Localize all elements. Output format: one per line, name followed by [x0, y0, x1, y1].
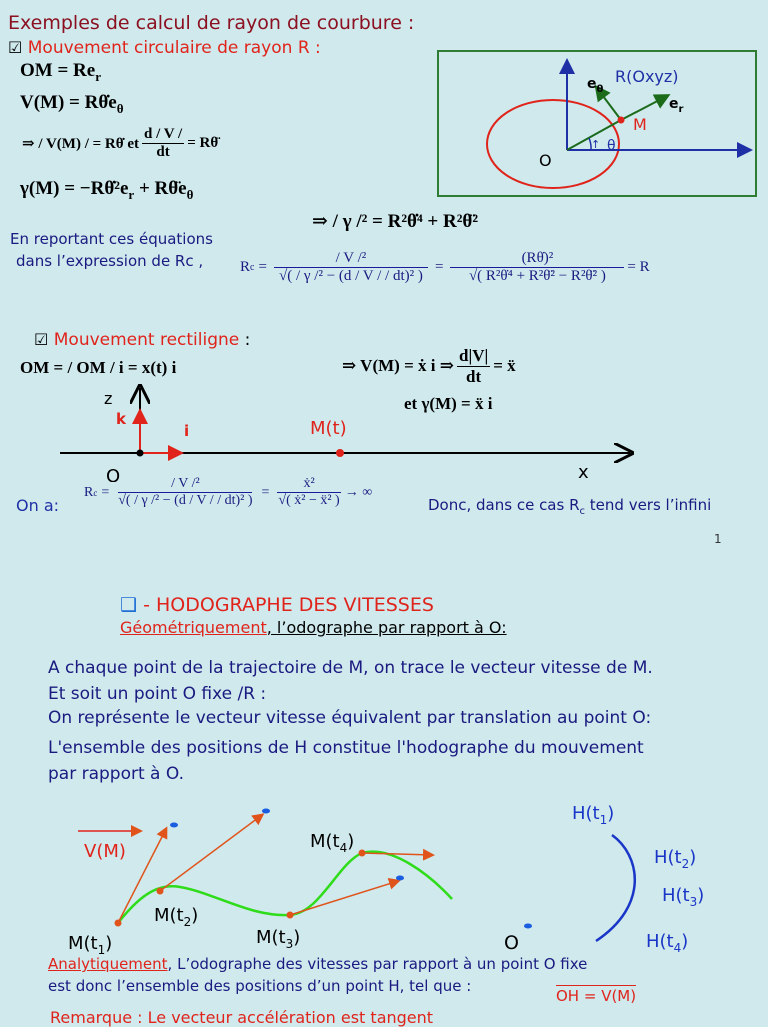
- svg-text:H(t2): $H(t_2)$: [654, 847, 697, 871]
- equation-v-rect: ⇒ V(M) = ẋ i ⇒ $\frac{d|V|}{dt}$ = ẍ: [342, 346, 516, 386]
- rectilinear-diagram: [0, 382, 768, 482]
- equation-gamma-squared: ⇒ / γ /² = R²θ̇⁴ + R²θ̈²: [312, 211, 479, 232]
- svg-text:z: z: [104, 389, 113, 408]
- rc-formula-circular: R c = $\frac{\text{/ V /²}}{\text{√( / γ /² − (d / V / / dt)² )}}$ = $\frac{\text{(Rθ̇)²}}{\text{√( R²θ̇⁴ + R²θ̈² − R²θ̈² )}}$ = R: [240, 250, 650, 285]
- paragraph-1: A chaque point de la trajectoire de M, on trace le vecteur vitesse de M.: [48, 658, 653, 678]
- bullet-icon: ❑: [120, 594, 138, 616]
- donc-text: Donc, dans ce cas $R_c$ tend vers l’infini: [428, 496, 712, 517]
- checkbox-icon: ☑: [8, 38, 23, 57]
- equation-velocity: $V(M) = R\thetȧe_\theta$: [20, 92, 124, 116]
- svg-text:M(t): M(t): [310, 418, 347, 439]
- svg-text:er: $e_r$: [669, 96, 684, 115]
- svg-text:i: i: [184, 422, 190, 440]
- section-circular-label: Mouvement circulaire de rayon R :: [27, 38, 321, 58]
- svg-text:H(t4): $H(t_4)$: [646, 931, 689, 955]
- equation-acceleration: $\gamma(M) = -R\thetȧ^2e_r$ + $R\thetäe_\theta$: [20, 178, 194, 202]
- paragraph-2: Et soit un point O fixe /R :: [48, 684, 267, 704]
- svg-text:O: O: [504, 932, 519, 954]
- paragraph-4a: L'ensemble des positions de H constitue l'hodographe du mouvement: [48, 738, 644, 758]
- equation-om-rect: OM = / OM / i = x(t) i: [20, 358, 177, 377]
- hodograph-curve: [596, 835, 635, 941]
- frame-label: R(Oxyz): [615, 67, 679, 86]
- section-rectilinear-header: ☑ Mouvement rectiligne :: [34, 330, 251, 350]
- label-m: M: [633, 115, 647, 134]
- page-number: 1: [714, 532, 722, 546]
- paragraph-4b: par rapport à O.: [48, 764, 184, 784]
- geometric-subtitle: Géométriquement, l’odographe par rapport à O:: [120, 618, 507, 637]
- circular-motion-diagram: [437, 50, 757, 197]
- section-circular-header: [8, 38, 321, 58]
- svg-text:M(t2): $M(t_2)$: [154, 905, 199, 929]
- hodograph-diagram: [0, 795, 768, 960]
- equation-gamma-rect: et γ(M) = ẍ i: [404, 394, 493, 413]
- equation-om: OM = $Re_r$: [20, 60, 101, 84]
- paragraph-3: On représente le vecteur vitesse équivalent par translation au point O:: [48, 708, 652, 728]
- label-o: O: [539, 151, 552, 170]
- rc-formula-rect: R c = $\frac{\text{/ V /²}}{\text{√( / γ /² − (d / V / / dt)² )}}$ = $\frac{\text{ẋ²}}{\text{√( ẋ² − ẍ² )}}$ → ∞: [84, 476, 373, 509]
- equation-speed: ⇒ / V(M) / = Rθ̇ et $\frac{d / V /}{dt}$ = Rθ̈: [22, 126, 219, 161]
- svg-text:H(t3): $H(t_3)$: [662, 885, 705, 909]
- svg-text:↑: ↑: [591, 138, 601, 151]
- oh-equation: OH = V(M): [556, 987, 637, 1005]
- point-mt: [336, 449, 344, 457]
- analytic-line-2: est donc l’ensemble des positions d’un point H, tel que :: [48, 977, 472, 995]
- svg-text:H(t1): $H(t_1)$: [572, 803, 615, 827]
- label-theta: θ: [607, 138, 616, 154]
- checkbox-icon: ☑: [34, 330, 49, 349]
- slide-title: Exemples de calcul de rayon de courbure :: [8, 12, 415, 34]
- point-m: [618, 117, 625, 124]
- svg-text:eθ: $e_\theta$: [587, 76, 604, 95]
- svg-text:k: k: [116, 410, 126, 428]
- vm-label: V(M): [84, 841, 126, 862]
- report-line-1: En reportant ces équations: [10, 230, 213, 248]
- svg-text:x: x: [578, 462, 589, 482]
- section-rectilinear-label: Mouvement rectiligne: [53, 330, 240, 350]
- circular-diagram-svg: [439, 52, 755, 195]
- remarque-text: Remarque : Le vecteur accélération est tangent: [50, 1008, 434, 1027]
- report-line-2: dans l’expression de Rc ,: [16, 252, 204, 270]
- hodographe-title: ❑ - HODOGRAPHE DES VITESSES: [120, 594, 434, 616]
- on-a-label: On a:: [16, 496, 60, 515]
- analytic-line-1: Analytiquement, L’odographe des vitesses par rapport à un point O fixe: [48, 955, 588, 973]
- svg-text:M(t3): $M(t_3)$: [256, 927, 301, 951]
- svg-text:M(t1): $M(t_1)$: [68, 933, 113, 957]
- svg-text:M(t4): $M(t_4)$: [310, 831, 355, 855]
- svg-text:O: O: [106, 466, 121, 482]
